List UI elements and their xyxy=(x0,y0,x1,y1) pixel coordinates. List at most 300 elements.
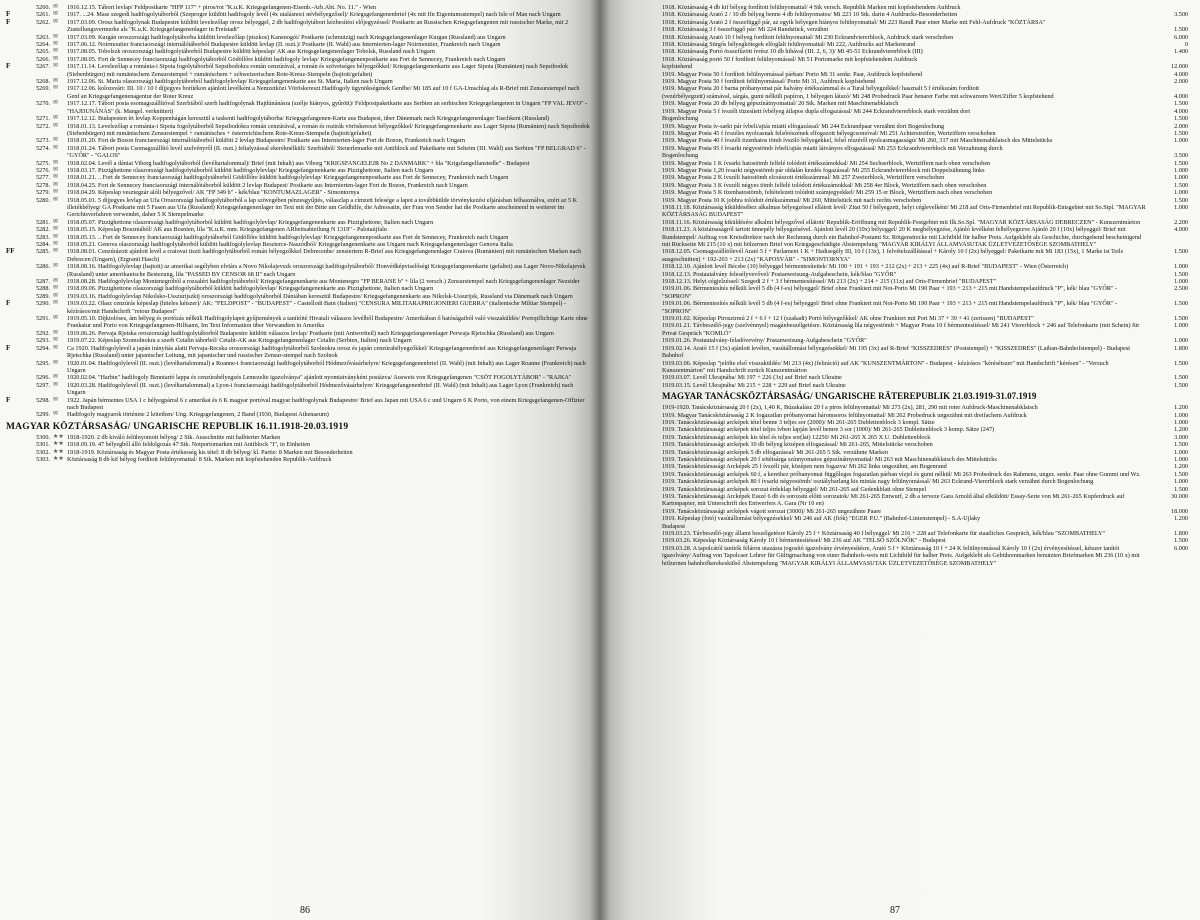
lot-row xyxy=(6,411,590,418)
lot-description: 1919. Magyar Posta 3 K ívszéli négyes tömb felfelé tolódott értékszámokkal/ Mi 258 4er Block, Wertziffern nach oben verschoben xyxy=(662,181,987,189)
lot-row xyxy=(6,174,590,181)
lot-price: 1.800 xyxy=(1174,530,1188,538)
cover-icon: ✉ xyxy=(53,337,59,344)
lot-price xyxy=(1148,85,1188,92)
left-page-number: 86 xyxy=(300,905,310,916)
cover-icon: ✉ xyxy=(53,18,59,25)
lot-row xyxy=(6,19,590,34)
lot-number: 5297. xyxy=(36,381,50,389)
lot-description: 1917.11.14. Levelezőlap a románia-i Sipota fogolytáborból Sepsibodokra román cenzúrával, a román és szövetséges bélyegzőkkel/ Kriegsgefangenenkarte aus Lager Sipota (Rumänien) nach Sepsibodok (Siebenbürgen) mit rumänischem Zensurstempel + rumänischem + schweizerischen Rote-Kreuz-Stempeln (hajtott/gefaltet) xyxy=(67,63,569,78)
lot-row xyxy=(662,93,1188,100)
lot-price: 1.500 xyxy=(1174,26,1188,34)
lot-number: 5267. xyxy=(36,63,50,71)
lot-description: 1918.08.01. Cenzúrázott ajánlott levél a craiovai tiszti hadifogolytáborból román bélyegzőkkel Debrecenbe/ zensiertem R-Brief aus Kriegsgefangenenlager Craiova (Rumänien) mit rumänischen Marken nach Debrecen (Ungarn), (Ergranit Hasch) xyxy=(67,248,582,263)
lot-price: 1.500 xyxy=(1174,129,1188,137)
cover-icon: ✉ xyxy=(53,11,59,18)
lot-row xyxy=(662,11,1188,18)
lot-row xyxy=(662,523,1188,530)
lot-row xyxy=(662,248,1188,263)
lot-number: 5271. xyxy=(36,115,50,123)
lot-description: 1918.04.29. Képeslap vesztegzár alóli bélyegzővel/ AK "FP 349 b" - kék/blau "KONTUMAZLAGER" - Simontornya xyxy=(67,189,360,197)
lot-row xyxy=(662,71,1188,78)
lot-number: 5260. xyxy=(36,4,50,11)
lot-description: Ca 1920. Hadifogolylevél a japán irányítás alatti Pervaja-Recska oroszországi hadifogolytáborból Szolnokra orosz és japán cenzúrabélyegzőkkel/ Kriegsgefangenenbrief aus Kriegsgefangenenlager Perwaja Rjetschka (Russland) unter japanischer Leitung, mit japanischer und russischer Zensur-stempel nach Szolnok xyxy=(67,344,577,360)
lot-row xyxy=(662,456,1188,463)
lot-description: 1919. Magyar Posta 2 K ívszéli hatostömb elcsúszott értékszámmal/ Mi 257 Zweierblock, Wertziffern verschoben xyxy=(662,174,945,182)
lot-row xyxy=(662,493,1188,508)
lot-row xyxy=(662,545,1188,567)
lot-description: Bogenlochung xyxy=(662,152,699,160)
lot-row xyxy=(6,219,590,226)
lot-row xyxy=(6,441,590,448)
lot-price: 1.500 xyxy=(1174,315,1188,323)
lot-description: 1919. Tanácsköztársasági arcképek 60 f, a kerethez próbanyomat függőleges fogazatlan párban vízjel és gumi nélkül/ Mi 263 Probedruck des Rahmens, ungez. senkr. Paar ohne Gummi und Wz. xyxy=(662,470,1141,478)
lot-description: 1918.05.15. Képeslap Boszniából/ AK aus Bosnien, lila "K.u.K. mm. Kriegsgefangenen ARbeitsabteilung N 1319" - Palotaújfalu xyxy=(67,226,387,234)
lot-description: 1917.12.17. Tábori posta esomagszállítóval Szerbiából szerb hadifogolynak Hajdúnánásra (szélje hiányos, gyűrött)/ Feldpostpaketkarte aus Serbien an serbischen Kriegsgefangenen in Ungarn "FP VAL JEVO" - "HAJDUNÁNÁS" (k. Mangel. verknittert) xyxy=(67,100,588,115)
lot-row xyxy=(6,78,590,85)
lot-row xyxy=(662,263,1188,270)
lot-row xyxy=(662,515,1188,522)
cover-icon: ✉ xyxy=(53,241,59,247)
lot-description: 1917.12.06. kolozsvári: III. 10 / 10 f díjjegyes borítékon ajánlott levélként a Nemzetközi Vöröskereszt Hadifogoly ügynökségének Genfbe/ Mi 185 auf 10 f GA-Umschlag als R-Brief mit Zensurstempel nach Genf an Kriegsgefangenenagentur der Roter Kreuz xyxy=(67,85,580,100)
cover-icon: ✉ xyxy=(53,374,59,381)
lot-number: 5275. xyxy=(36,159,50,167)
lot-number: 5261. xyxy=(36,11,50,19)
lot-description: 1917.08.05. Fort de Sennecey franciaországi hadifogolytáborból Gödöllőre küldött hadifogoly levlap/ Kriegsgefangenenpostkarte aus Fort de Sennecey, Frankreich nach Ungarn xyxy=(67,55,506,63)
lot-description: 1918. Köztársaság Arató 10 f bélyeg fordított felülnyomattal/ Mi 230 Eckrandviererblock, Aufdruck stark verschoben xyxy=(662,33,954,41)
lot-price: 0 xyxy=(1184,41,1188,49)
lot-description: 1917.08.05. Tobolszk oroszországi hadifogolytáborból Budapestre küldött képeslap/ AK aus Kriegsgefangenenlager Tobolsk, Russland nach Ungarn xyxy=(67,48,435,56)
lot-description: Köztársaság 8 db kif bélyeg fordított felülnyomattal/ 8 Stk. Marken mit kopfstehenden Republik-Aufdruck xyxy=(67,455,332,463)
lot-description: 1918.08.28. Hadifogolylevlap Montenegróból a rozsalért hadifogolytáborból/ Kriegsgefangenenkarte aus Montenegro "FP BERANE b" + lila (2 versch.) Zensurstempel nach Kriegsgefangenenlager Nezsider xyxy=(67,278,580,286)
lot-row xyxy=(662,174,1188,181)
lot-row xyxy=(6,226,590,233)
lot-row xyxy=(662,167,1188,174)
lot-number: 5278. xyxy=(36,181,50,189)
lot-description: 1919. Tanácsköztársasági arcképek kis tétel és teljes sor(lat) 12250/ Mi 261-265 X 265 X U. Dublettenblock xyxy=(662,433,931,441)
lot-row xyxy=(662,130,1188,137)
lot-row xyxy=(6,241,590,248)
lot-description: 1919. Tanácsköztársasági arcképek 5 db elfogazással/ Mi 261-265 5 Stk. verzähnte Marken xyxy=(662,448,889,456)
lot-row xyxy=(662,537,1188,544)
lot-row xyxy=(662,41,1188,48)
lot-price: 1.500 xyxy=(1174,441,1188,449)
cover-icon: ✉ xyxy=(53,233,59,240)
lot-description: 1919. Tanácsköztársasági arcképek vágott sorozat (3000)/ Mi 261-265 ungezähnte Paare xyxy=(662,507,882,515)
lot-price: 1.500 xyxy=(1174,159,1188,167)
lot-description: 1917.12.12. Budapesten írt levlap Koppenhágán keresztül a taskenti hadifogolytáborba/ Kriegsgefangenen-Karte aus Budapest, über Dänemark nach Kriegsgefangenenlager Taschkent (Russland) xyxy=(67,115,550,123)
cover-icon: ✉ xyxy=(53,48,59,55)
lot-price: 4.000 xyxy=(1174,70,1188,78)
stamp-condition-icon: ★★ xyxy=(53,455,64,462)
lot-price: 1.500 xyxy=(1174,115,1188,123)
lot-description: 1919.02.14. Arató 15 f (3x) ajánlott levélen, vasútállomási bélyegzésekkel/ Mi 195 (3x) auf R-Brief "KISSZEDRES" (Poststempel) + "KISSZEDRES" (Laiban-Bahnhofstempel) - Budapest Bahnhof xyxy=(662,344,1130,360)
lot-price: 4.000 xyxy=(1174,226,1188,234)
lot-description: 1919. Tanácsköztársasági Arcképek 25 f ívszéli pár, középen nem fogazva/ Mi 262 links ungezähnt, am Bogenrand xyxy=(662,463,947,471)
lot-row xyxy=(6,189,590,196)
lot-description: 1918. Köztársaság Sürgős bélyegkötegek elfoglalt felülnyomattal/ Mi 222, Aufdrucks auf Markenrand xyxy=(662,41,916,49)
lot-description: 1919. Magyar Posta 1 K ívsarki hatostömb felfelé tolódott értékszámokkal/ Mi 254 Sechserblock, Wertziffern nach oben verschoben xyxy=(662,159,991,167)
lot-mark: F xyxy=(6,299,11,308)
left-section-title: MAGYAR KÖZTÁRSASÁG/ UNGARISCHE REPUBLIK 16.11.1918-20.03.1919 xyxy=(6,421,349,432)
lot-number: 5276. xyxy=(36,166,50,174)
lot-price: 6.000 xyxy=(1174,33,1188,41)
lot-number: 5293. xyxy=(36,337,50,345)
lot-description: 1919.03.07. Levél Ukrajnába/ Mi 197 + 226 (3x) auf Brief nach Ukraine xyxy=(662,374,842,382)
lot-description: 1919.05.10. Díjkiolóses, ám bélyeg és portózás nélküli Hadifogolylapot gyűjtemények a tanítóité Hivatali válaszos levélből Budapestre/ Amerikában ő hatóságaiból való visszaküldés/ Portopflichtige Karte ohne Frankatur und Porto von Kriegsgefangenen-Hilfsamt, Im Text Information über Verwandten in Amerika xyxy=(67,315,588,330)
lot-row xyxy=(6,182,590,189)
lot-row xyxy=(662,441,1188,448)
lot-row xyxy=(6,263,590,278)
lot-row xyxy=(662,337,1188,344)
lot-description: 1918-1920. 2 db kiváló felülnyomott bélyeg/ 2 Stk. Ausschnitte mit halbierter Marken xyxy=(67,433,281,441)
lot-row xyxy=(6,145,590,160)
lot-number: 5268. xyxy=(36,78,50,86)
lot-number: 5283. xyxy=(36,233,50,241)
lot-price: 1.500 xyxy=(1174,359,1188,367)
cover-icon: ✉ xyxy=(53,278,59,285)
lot-row xyxy=(6,123,590,138)
lot-number: 5302. xyxy=(36,448,50,456)
lot-mark: F xyxy=(6,343,11,352)
lot-price: 1.000 xyxy=(1174,203,1188,211)
lot-price: 3.000 xyxy=(1174,433,1188,441)
lot-description: 1919.07.22. Képeslap Szomolnokra a szerb Cetalin táborból/ Cetalit-AK aus Kriegsgefangenenlager Cetalin (Serbien, Italien) nach Ungarn xyxy=(67,337,412,345)
cover-icon: ✉ xyxy=(53,144,59,151)
lot-row xyxy=(662,56,1188,63)
lot-row xyxy=(662,34,1188,41)
lot-row xyxy=(6,449,590,456)
lot-row xyxy=(662,412,1188,419)
lot-row xyxy=(6,397,590,412)
lot-row xyxy=(662,449,1188,456)
lot-number: 5299. xyxy=(36,411,50,419)
lot-description: 1918. Köztársaság 4 db kif bélyeg fordított felülnyomattal/ 4 Stk versch. Republik Marken mit kopfstehendem Aufdruck xyxy=(662,4,961,11)
lot-description: 1922. Japán bérmentes USA 1 c bélyegpárral 6 c amerikai és 6 K magyar portóval magyar hadifogolynak Budapestre/ Brief aus Japan mit USA 6 c und Ungarn 6 K Porto, von einem Kriegsgefangenen-Offizier nach Budapest xyxy=(67,396,585,411)
lot-number: 5301. xyxy=(36,441,50,449)
lot-row xyxy=(6,456,590,463)
lot-number: 5288. xyxy=(36,285,50,293)
lot-number: 5292. xyxy=(36,329,50,337)
lot-description: 1919. Magyar Posta 50 f fordított felülnyomással párban/ Porto Mi 31 senkr. Paar, Aufdruck kopfstehend xyxy=(662,70,923,78)
lot-price: 1.000 xyxy=(1174,137,1188,145)
lot-row xyxy=(662,78,1188,85)
cover-icon: ✉ xyxy=(53,248,59,255)
lot-price: 1.500 xyxy=(1174,300,1188,308)
lot-row xyxy=(6,278,590,285)
lot-number: 5272. xyxy=(36,122,50,130)
lot-row xyxy=(6,300,590,315)
left-lot-list xyxy=(6,4,590,419)
lot-description: 1918-1919. Köztársaság és Magyar Posta értékesség kis tétel: 8 db bélyeg/ kl. Partie: 8 Marken mit Besonderheiten xyxy=(67,448,353,456)
lot-description: 1919.01.06. Bérmentesítés nélküli levél 5 db (4 f-es) bélyeggel/ Brief ohne Frankiert mit Not-Porto Mi 190 Paar + 193 + 213 + 215 mit Handstempelaufdruck "P", kék/ blau "GYŐR" - "SOPRON" xyxy=(662,285,1118,300)
stamp-condition-icon: ★★ xyxy=(53,433,64,440)
lot-price: 3.500 xyxy=(1174,11,1188,19)
lot-description: 1918.01.24. Tábori posta Csomagszállító levél szelvényről (II. oszt.) feltalyzással ekeréknélküli/ Szerbiából/ Steuerlemarke mit Antiblock auf Paketkarte mit Seheim (III. Wahl) aus Serbien "FP BELGRAD 6" - "GYŐR" - "GALOS" xyxy=(67,144,586,160)
lot-price: 3.500 xyxy=(1174,152,1188,160)
lot-price: 4.000 xyxy=(1174,92,1188,100)
lot-row xyxy=(662,508,1188,515)
cover-icon: ✉ xyxy=(53,329,59,336)
lot-price: 1.500 xyxy=(1174,537,1188,545)
lot-price: 2.500 xyxy=(1174,285,1188,293)
lot-row xyxy=(662,322,1188,337)
lot-number: 5300. xyxy=(36,433,50,441)
cover-icon: ✉ xyxy=(53,359,59,366)
cover-icon: ✉ xyxy=(53,100,59,107)
lot-description: 1919.06.26. Pervaja Rjetska oroszországi hadifogolytáborból Budapestre küldött válaszos levlap/ Postkarte (mit Antwortteil) nach Kriegsgefangenenlager Perwaja Rjetschka (Russland) aus Ungarn xyxy=(67,329,554,337)
lot-row xyxy=(662,108,1188,115)
lot-row xyxy=(662,382,1188,389)
lot-price: 1.000 xyxy=(1174,337,1188,345)
lot-description: Budapest xyxy=(662,522,686,530)
lot-description: 1919. Tanácsköztársasági arcképek tétel benne 3 teljes sor (2000)/ Mi 261-265 Dublettenblock 3 kompl. Sätze xyxy=(662,418,935,426)
lot-row xyxy=(662,63,1188,70)
lot-row xyxy=(662,300,1188,315)
lot-description: 1919. Magyar Posta 5 f ívszéli tüzesített ívbélyeg átlapos dupla elfogazással/ Mi 244 Eckrandviererblock stark verzähnt dort xyxy=(662,107,971,115)
cover-icon: ✉ xyxy=(53,344,59,351)
lot-row xyxy=(662,19,1188,26)
lot-price: 4.000 xyxy=(1174,107,1188,115)
lot-row xyxy=(662,48,1188,55)
lot-row xyxy=(6,315,590,330)
lot-description: 1918.08.16. Hadifogolylevlap (hajtott) az amerikai segélyben elvtárs a Novo Nikolajevszk oroszországi hadifogolytáborból/ Honvédképviselőségi Kriegsgefangenenkarte (gefaltet) aus Lager Novo-Nikolajevsk (Russland) unter amerikanische Bestezung, lila "PASSED BY CENSOR 68 II" nach Ungarn xyxy=(67,263,586,278)
lot-mark: FF xyxy=(6,247,15,256)
lot-row xyxy=(662,123,1188,130)
lot-row xyxy=(6,360,590,375)
lot-price: 1.500 xyxy=(1174,196,1188,204)
lot-description: 1918.02.04. Levél a dániai Viborg hadifogolytáborból (levéltartalommal)/ Brief (mit Inhalt) aus Viborg "KRIGSFANGELEJR No 2 DANMARK" + bla "Krigsfangelfanstedle" - Budapest xyxy=(67,159,530,167)
lot-description: 1919.03.23. Távbeszélő-jegy állami beszélgetésre Károly 25 f + Köztársaság 40 f bélyeggel/ Mi 216 + 228 auf Telefonkarte für staatliches Gespräch, kék/blau "SZOMBATHELY" xyxy=(662,530,1106,538)
lot-row xyxy=(662,463,1188,470)
cover-icon: ✉ xyxy=(53,292,59,299)
lot-mark: F xyxy=(6,17,11,26)
lot-description: 1920.02.04. "Harbin" hadifogoly Benntartó lappa és cenzúrabélyegzés Lemezelte igazolványa" ajánlott nyomtatványként postázva/ Ausweis von Kriegsgefangenen "CSÖT FOGOLYTÁBOR" - "RAJKA" xyxy=(67,374,572,382)
lot-description: 1920.03.28. Hadifogolylevél (II. oszt.) (levéltartalommal) a Lyon-i franciaországi hadifogolytáborból Hódmezővásárhelyre/ Kriegsgefangenenbrief (II. Wahl) (mit Inhalt) aus Lager Lyon (Frankreich) nach Ungarn xyxy=(67,381,574,397)
lot-number: 5289. xyxy=(36,292,50,300)
lot-row xyxy=(6,137,590,144)
lot-row xyxy=(6,374,590,381)
lot-row xyxy=(662,271,1188,278)
lot-row xyxy=(6,337,590,344)
lot-price: 6.000 xyxy=(1174,544,1188,552)
lot-number: 5287. xyxy=(36,278,50,286)
lot-number: 5265. xyxy=(36,48,50,56)
lot-row xyxy=(6,382,590,397)
cover-icon: ✉ xyxy=(53,159,59,166)
lot-row xyxy=(662,152,1188,159)
lot-description: 1917.03.09. Orosz hadifogolynak Budapestre küldött levelezőlap orosz bélyeggel, 2 db hadifogolytábori kézbesítési előjegyzéssel/ Postkarte an Russischen Kriegsgefangenen mit russischer Marke, mit 2 Zustellungsvermerke als "K.u.K. Kriegsgefangenenlager in Freistadt" xyxy=(67,18,569,34)
lot-price: 30.000 xyxy=(1170,493,1188,500)
lot-description: 1918. Köztársaság Arató 2 / 10 db bélyeg benne 4 db felülnyomatos/ Mi 223 10 Stk. darin 4 Aufdrucks-Besonderheiten xyxy=(662,11,958,19)
lot-price: 1.000 xyxy=(1174,448,1188,456)
cover-icon: ✉ xyxy=(53,122,59,129)
cover-icon: ✉ xyxy=(53,263,59,270)
lot-row xyxy=(6,160,590,167)
cover-icon: ✉ xyxy=(53,166,59,173)
lot-price xyxy=(1148,19,1188,26)
lot-row xyxy=(662,4,1188,11)
lot-description: 1919.03.26. Képeslap Köztársaság Károly 10 f bérmentesítéssel/ Mi 236 auf AK "TELSŐ SZŐLNŐK" - Budapest xyxy=(662,537,946,545)
lot-number: 5280. xyxy=(36,196,50,204)
lot-description: 1919.01.02. Képeslap Piroszirmú 2 f + 6 f + 12 f (szakadt) Portó bélyegzőkkel/ AK ohne Frankiert mit Port Mi 37 + 39 + 41 (zerissen) "BUDAPEST" xyxy=(662,315,1034,323)
lot-price xyxy=(1148,523,1188,530)
lot-number: 5273. xyxy=(36,137,50,145)
lot-description: 1918. Köztársaság portó 50 f fordított felülnyomással/ Mi 51 Portomarke mit kopfstehendem Aufdruck xyxy=(662,55,918,63)
lot-price: 1.000 xyxy=(1174,166,1188,174)
cover-icon: ✉ xyxy=(53,63,59,70)
lot-row xyxy=(6,4,590,11)
lot-description: 1919. Magyar Posta 40 f ívszéli tizenhatos tömb ívsziló bélyegekkel, felső részéről nyolcasmagasságú/ Mi 260, 317 mit Maschinenabklatsch des Mittelstücks xyxy=(662,137,1053,145)
lot-number: 5282. xyxy=(36,226,50,234)
lot-description: 1918.05.07. Pizzighettone olaszországi hadifogolytáborból küldött hadifogolylevlap/ Kriegsgefangenenkarte aus Pizzighettone, Italien nach Ungarn xyxy=(67,218,434,226)
lot-row xyxy=(6,197,590,219)
stamp-condition-icon: ★★ xyxy=(53,448,64,455)
lot-description: 1919. Tanácsköztársasági arcképek 80 f ívsarki négyestömb/ osztálybarlang kis mintás nagy felülnyomással/ Mi 263 Eckrand-Viererblock stark verzähnt durch Bogenlochung xyxy=(662,478,1094,486)
lot-row xyxy=(6,41,590,48)
lot-description: 1919.01.21. Távbeszélő-jegy (szelvénnyel) magánbeszélgetésre. Köztársaság lila négyestömb + Magyar Posta 10 f bérmentesítéssel/ Mi 241 Viererblock + 246 auf Telefonkarte (mit Schein) für Privat Gespräch "KOMLÓ" xyxy=(662,322,1140,337)
lot-price: 1.500 xyxy=(1174,248,1188,256)
lot-number: 5266. xyxy=(36,55,50,63)
lot-description: 1918.01.21. .. Fort de Sennecey franciaországi hadifogolytáborból Gödöllőre küldött hadifogolylevlap/ Kriegsgefangenenpostkarte aus Fort de Sennecey, Frankreich nach Ungarn xyxy=(67,174,509,182)
lot-description: 1919. Magyar Posta 95 f ívsarki négyestömb ívbeli/ajtás miatti látványos elfogazással/ Mi 253 Eckrandviererblock mit Verzahnung durch xyxy=(662,144,1003,152)
lot-row xyxy=(662,360,1188,375)
lot-row xyxy=(662,426,1188,433)
lot-price: 18.000 xyxy=(1170,507,1188,515)
lot-row xyxy=(662,100,1188,107)
lot-price: 1.500 xyxy=(1174,381,1188,389)
lot-mark: F xyxy=(6,62,11,71)
lot-price: 2.200 xyxy=(1174,218,1188,226)
lot-row xyxy=(662,374,1188,381)
lot-price: 2.000 xyxy=(1174,78,1188,86)
lot-price: 1.000 xyxy=(1174,174,1188,182)
cover-icon: ✉ xyxy=(53,381,59,388)
lot-description: 1919.03.22. Olasz cenzúrás képeslap (hiteles kétszer)/ AK: "FELDPOST" - "BUDAPEST" - Castellodi Bain (Italien) "CENSURA MILITARAPRIGIONIERI GUERRA" (italienische Militar Stempel) - kézírásos/mit Handschrift "retour Budapest" xyxy=(67,300,566,315)
lot-description: 1918.12.13. Postautalvány felesélyvevővel/ Postanweisung-Aufgabeschein, kék/blau "GYŐR" xyxy=(662,270,897,278)
cover-icon: ✉ xyxy=(53,85,59,92)
lot-number: 5279. xyxy=(36,189,50,197)
lot-description: 1919.03.06. Képeslap "jelölte első visszaküldés/ Mi 213 (4x) (feliráció) auf AK "KUNSZENTMÁRTON" - Budapest - kézírásos "kérésétszer" mit Handschrift "kérésen" - "Versuch Kunszentmárton" mit Handschrift zurück Kunszentmárton xyxy=(662,359,1109,374)
lot-mark: F xyxy=(6,10,11,19)
lot-row xyxy=(662,419,1188,426)
lot-row xyxy=(6,11,590,18)
lot-number: 5296. xyxy=(36,374,50,382)
cover-icon: ✉ xyxy=(53,115,59,122)
lot-description: 1918.05.21. Genova olaszországi hadifogolytáborból küldött hadifogolylevlap Beszterce-Naszódból/ Kriegsgefangenenkarte aus Ungarn nach Kriegsgefangenenlager Genova Italia xyxy=(67,241,513,248)
lot-row xyxy=(6,115,590,122)
lot-description: 1919. Magyar Posta 10 K jobbra tolódott értékszámmal/ Mi 260, Mittelstück mit nach rechts verschoben xyxy=(662,196,922,204)
cover-icon: ✉ xyxy=(53,315,59,322)
cover-icon: ✉ xyxy=(53,218,59,225)
cover-icon: ✉ xyxy=(53,196,59,203)
lot-row xyxy=(6,85,590,100)
lot-price: 1.400 xyxy=(1174,48,1188,56)
lot-description: 1918.11.23. A köztársaságról tartott ünnepély bélyegzésével. Ajánlott levél 20 (10x) bélyeggel/ 20 K megbélyegzése, Ajánló levélként felbélyegezve Ajánló 20 f (10x) bélyeggel/ Brief mit Rundstempel/ Auftrag von Kreisdirektor nach der Rechnung durch ein Bahnhof-Postamt Sz. Rötgenstrecke mit Lichtbild für halber Preis. Aufgeklebt als Geschichte, durchgehend bescheinigend mit Rückseite Mi 215 (10 x) mit hölzernen Brief von Kriegsgeschädigte Abstempelung "MAGYAR KIRÁLYI ÁLLAMVASUTAK ÜZLETVEZETŐSÉGE SZOMBATHELY" xyxy=(662,226,1142,248)
lot-description: 1918. Köztársaság Arató 2 f összefüggő pár, az egyik bélyegen hiányos felülnyomattal/ Mi 223 Randl Paar einer Marke mit Fehl-Aufdruck "KÖZTÁRSA" xyxy=(662,18,1046,26)
lot-description: 1918. Köztársaság Portó összefűzött ívrész 10 db hibával (III. 2, 6, 3)/ Mi 45-51 Eckrandviererblock (III) xyxy=(662,48,923,56)
lot-row xyxy=(662,182,1188,189)
lot-description: 1918.09.19. 47 bélyegből álló feldolgozás 47 Stk. Notportomarken mit Antiblock "I", in Einheiten xyxy=(67,441,311,449)
lot-description: 1918.09.06. Pizzighettone olaszországi hadifogolytáborból küldött hadifogolylevlap/ Kriegsgefangenenkarte aus Pizzighettone, Italien nach Ungarn xyxy=(67,285,434,293)
lot-row xyxy=(6,330,590,337)
lot-number: 5298. xyxy=(36,396,50,404)
lot-number: 5269. xyxy=(36,85,50,93)
right-section-title: MAGYAR TANÁCSKÖZTÁRSASÁG/ UNGARISCHE RÄTEREPUBLIK 21.03.1919-31.07.1919 xyxy=(662,391,1037,402)
lot-description: 1919.03.15. Levél Ukrajnába/ Mi 215 + 228 + 229 auf Brief nach Ukraine xyxy=(662,381,846,389)
lot-row xyxy=(6,56,590,63)
lot-number: 5270. xyxy=(36,100,50,108)
lot-price xyxy=(1148,145,1188,152)
lot-price: 1.500 xyxy=(1174,100,1188,108)
cover-icon: ✉ xyxy=(53,396,59,403)
lot-row xyxy=(662,189,1188,196)
lot-row xyxy=(6,100,590,115)
lot-description: Hadifogoly magyarok története 2 kötetben/ Ung. Kriegsgefangenen, 2 Band (1930, Budapest Athenaeum) xyxy=(67,411,329,419)
lot-price: 1.000 xyxy=(1174,455,1188,463)
lot-number: 5295. xyxy=(36,359,50,367)
lot-row xyxy=(6,285,590,292)
lot-price: 1.800 xyxy=(1174,344,1188,352)
lot-description: 1919. Magyar Tanácsköztársaság 2 K fogazatlan próbanyomat háromsoros felülnyomattal/ Mi 262 Probedruck ungezähnt mit dreifachem Aufdruck xyxy=(662,411,1027,419)
lot-price: 1.500 xyxy=(1174,181,1188,189)
lot-price: 1.000 xyxy=(1174,418,1188,426)
lot-description: kopfstehend xyxy=(662,63,693,71)
lot-description: 1919.01.06. Bérmentesítés nélküli levél 5 db (4 f-es) bélyeggel/ Brief ohne Frankiert mit Not-Porto Mi 190 Paar + 193 + 213 + 215 mit Handstempelaufdruck "P", kék/ blau "GYŐR" - "SOPRON" xyxy=(662,300,1118,315)
cover-icon: ✉ xyxy=(53,300,59,307)
cover-icon: ✉ xyxy=(53,41,59,48)
lot-description: 1918.01.13. Levelezőlap a románia-i Sipota fogolytáborból Sepsibodokra román cenzúrával, a román és osztrák vöröskereszt bélyegzőkkel/ Kriegsgefangenenkarte aus Lager Sipota (Rumänien) nach Sepsibodok (Siebenbürgen) mit rumänischem Zensurstempel + rumänisches + österreichischem Rote-Kreuz-Stempeln (hajtott/gefaltet) xyxy=(67,122,590,137)
cover-icon: ✉ xyxy=(53,189,59,196)
cover-icon: ✉ xyxy=(53,33,59,40)
lot-description: 1918.12.13. Helyi cégjelzéssel/ Szegedi 2 f + 3 f bérmentesítéssel/ Mi 213 (2x) + 214 + 215 (11x) auf Orts-Firmenbrief "BUDAPEST" xyxy=(662,278,997,286)
lot-number: 5263. xyxy=(36,33,50,41)
lot-row xyxy=(6,63,590,78)
lot-description: 1919. Magyar Posta 5 K tizenhatostömb, feltételezett tolódott számjegyekkel/ Mi 259 15 er Block, Wertziffern nach oben verschoben xyxy=(662,189,993,197)
cover-icon: ✉ xyxy=(53,174,59,181)
cover-icon: ✉ xyxy=(53,285,59,292)
stamp-condition-icon: ★★ xyxy=(53,441,64,448)
lot-description: 1919. Magyar Posta 45 f ívszéles nyolcasnak felsőrészének elfogazott bélyegcsomóval/ Mi 251 Achterstreifen, Wertziffern verschoben xyxy=(662,129,996,137)
lot-row xyxy=(6,34,590,41)
lot-row xyxy=(662,471,1188,478)
lot-row xyxy=(662,85,1188,92)
lot-row xyxy=(662,226,1188,248)
lot-description: 1919. Magyar Posta 20 db bélyeg gépszínátnyomattal/ 20 Stk. Marken mit Maschinenabklatsch xyxy=(662,100,899,108)
lot-description: 1919-1920. Tanácsköztársaság 20 f (2x), 1,40 K, Búzakalász 20 f a piros felülnyomattal/ Mi 273 (2x), 281, 290 mit roter Aufdruck-Maschinenabklatsch xyxy=(662,404,1038,412)
lot-price: 1.000 xyxy=(1174,322,1188,330)
lot-row xyxy=(662,219,1188,226)
lot-price xyxy=(1148,56,1188,63)
lot-row xyxy=(662,145,1188,152)
lot-description: 1918.12.10. Ajánlott levél Bécsbe (10) bélyeggel bérmentesítettek/ Mi 190 + 191 + 193 + 212 (2x) + 213 + 225 (4x) auf R-Brief "BUDAPEST" - Wien (Österreich) xyxy=(662,263,1069,271)
lot-price: 1.200 xyxy=(1174,404,1188,412)
lot-row xyxy=(6,248,590,263)
lot-number: 5277. xyxy=(36,174,50,182)
lot-description: 1918.11.18. Köztársaság kiküldéséhez alkalmas bélyegzéssel ellátott levél/ Zitat 50 f bélyegzett, helyi céglevelként/ Mi 218 auf Orts-Firmenbrief mit Republik-Entsgebiet mit So.Stpl. "MAGYAR KÖZTÁRSASÁG BUDAPEST" xyxy=(662,203,1146,219)
lot-description: 1918.05.01. 5 díjjegyes levlap az Ufa Oroszországi hadifogolytáborból a lap szövegében pénzesgyűjtés, válaszlap a címzett felesége a lapot a továbbkülde törvénykezési eljárásban felhasználva, ezért az 5 K illetékbélyeg/ GA Postkarte mit 5 Fasen aus Ufa (Russland) Kriegsgefangenenlager im Text mit der Bitte um Geldhilfe, die Adressatin, der Frau von Sender hat die Postkarte anscheinend in weiterer im Gerichtsverfahren verwendet, daher 5 K Stempelmarke xyxy=(67,196,578,219)
cover-icon: ✉ xyxy=(53,181,59,188)
lot-row xyxy=(662,478,1188,485)
lot-price: 1.500 xyxy=(1174,270,1188,278)
lot-price: 1.200 xyxy=(1174,426,1188,434)
lot-row xyxy=(6,48,590,55)
lot-number: 5294. xyxy=(36,344,50,352)
lot-price: 1.500 xyxy=(1174,485,1188,493)
cover-icon: ✉ xyxy=(53,411,59,418)
lot-description: 1919.03.28. A tapolcától tanítók féláron utazásra jogosító igazolvány érvényesítésre, Arató 5 f + Köztársaság 10 f + 24 K felülnyomással Károly 10 f (2x) érvényesítéssel, kétszer tanítói igazolvány/ Auftrag von Tapolcaer Lehrer für Gültigmachung von einer Bahnhofs-weis mit Lichtbild für halber Preis. Aufgeklebt als Gebührenmarken benutzten Briefmarken Mi 236 (10 x) mit hölzernen bahnhofkerekeskülső Abstempelung "MAGYAR KIRÁLYI ÁLLAMVASUTAK ÜZLETVEZETŐSÉGE SZOMBATHELY" xyxy=(662,544,1140,567)
lot-mark: F xyxy=(6,395,11,404)
